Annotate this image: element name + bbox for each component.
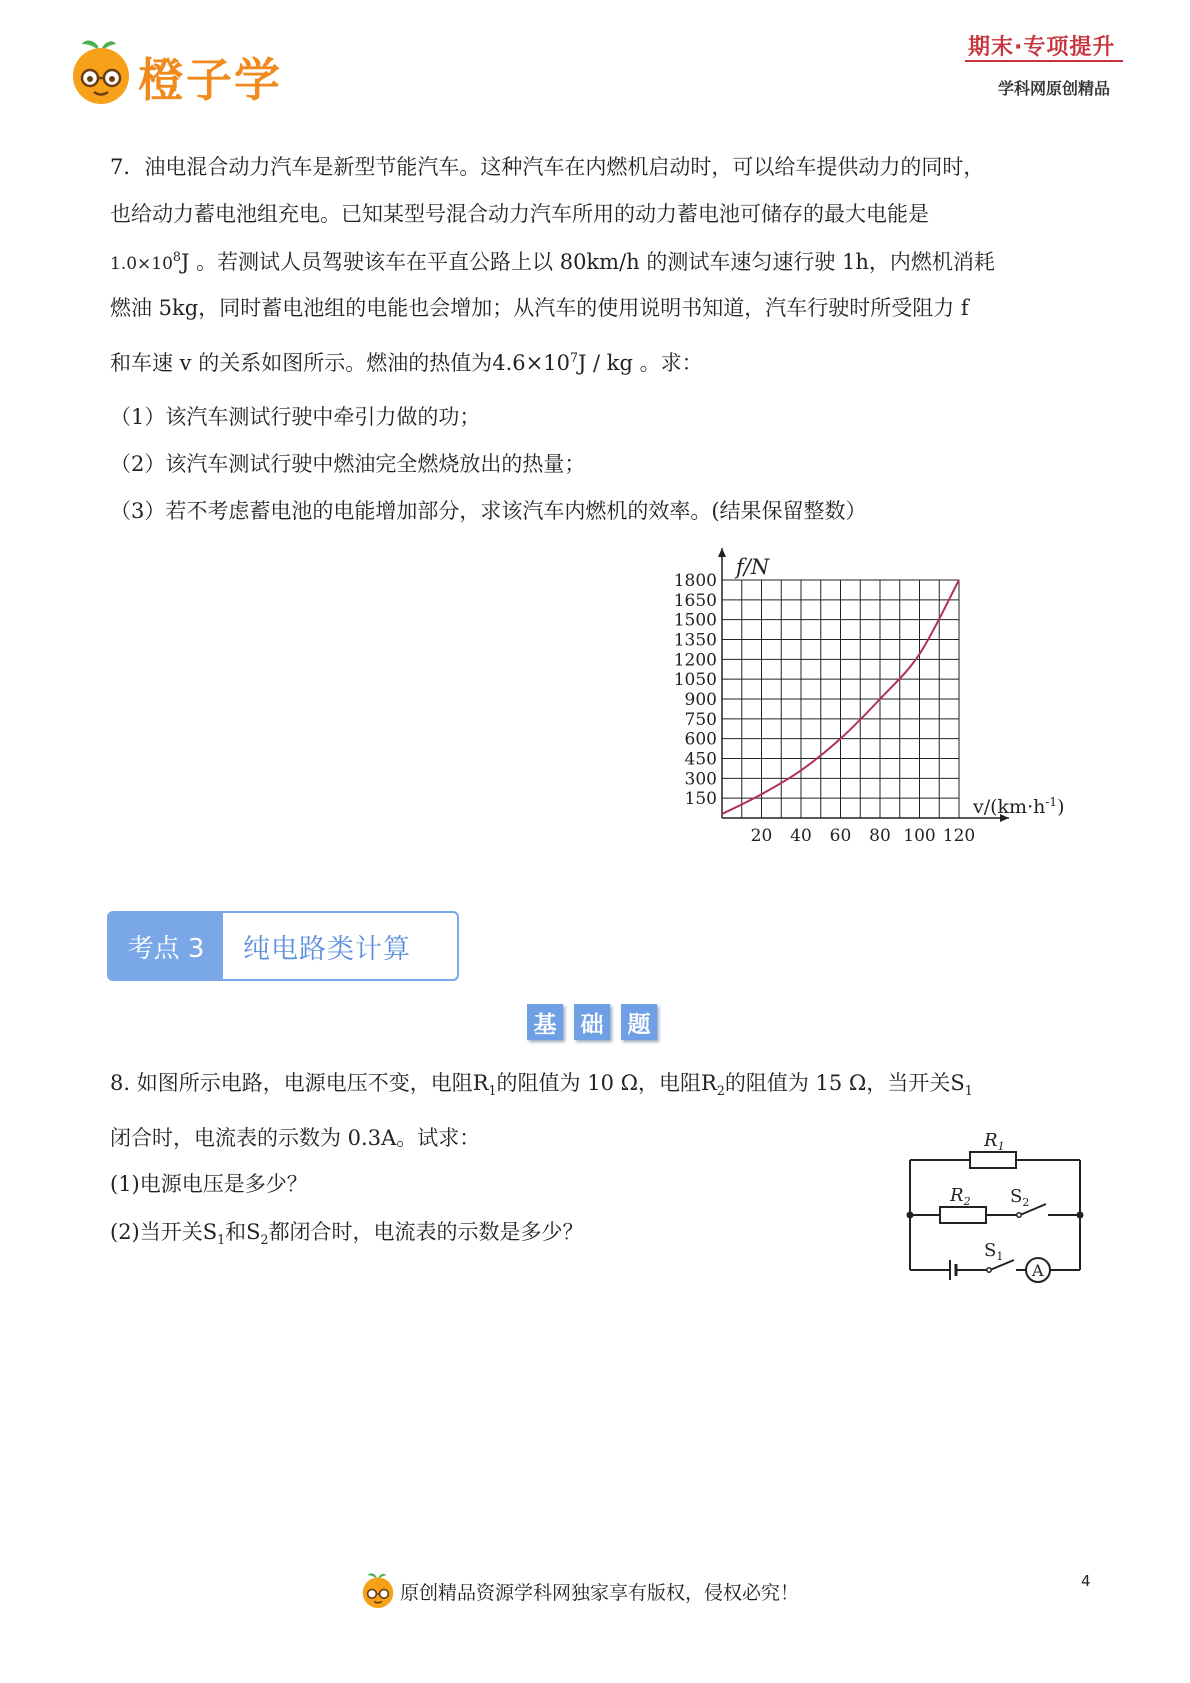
section-header [107,911,459,981]
page-number: 4 [1081,1572,1091,1590]
y-axis-arrow-icon [718,548,726,557]
x-axis-label: $v/(km\cdot h^{-1})$ [973,795,1065,818]
label-s2: $S_2$ [1010,1186,1030,1209]
footer-copyright: 原创精品资源学科网独家享有版权，侵权必究！ [400,1582,800,1604]
q8-line-1-c: 的阻值为 15 Ω，当开关S [724,1071,965,1095]
header-series-title: 期末·专项提升 [968,35,1116,60]
x-tick-label: 80 [869,826,891,846]
q7-subquestion-3: （3）若不考虑蓄电池的电能增加部分，求该汽车内燃机的效率。(结果保留整数） [110,499,867,523]
q7-line-1: 7．油电混合动力汽车是新型节能汽车。这种汽车在内燃机启动时，可以给车提供动力的同时， [110,155,985,179]
orange-mascot-icon [68,36,134,106]
q8-sub2-a: (2)当开关S [110,1220,218,1244]
brand-name: 橙子学 [138,53,282,107]
resistance-speed-chart [660,540,1100,850]
orange-mascot-icon [360,1570,396,1610]
q8-sub2-s1: 1 [217,1232,226,1248]
y-tick-label: 1650 [673,590,717,611]
y-tick-label: 1800 [673,571,717,591]
brand-logo [68,36,134,106]
y-tick-label: 1350 [673,630,717,651]
resistor-r2 [940,1207,986,1223]
q7-line-5-start: 和车速 v 的关系如图所示。燃油的热值为4.6×10 [110,351,570,375]
circuit-diagram [900,1120,1090,1290]
q7-subquestion-1: （1）该汽车测试行驶中牵引力做的功； [110,405,481,429]
q8-line-1-a: 8. 如图所示电路，电源电压不变，电阻R [110,1071,489,1095]
y-tick-label: 750 [684,709,717,730]
y-tick-label: 600 [684,729,717,750]
label-s1: $S_1$ [984,1240,1004,1263]
q7-energy-exponent: 8 [172,249,181,264]
q8-r2-sub: 2 [716,1083,725,1099]
label-r1: $R_1$ [984,1130,1005,1153]
level-badge-2: 础 [574,1004,610,1040]
q7-subquestion-2: （2）该汽车测试行驶中燃油完全燃烧放出的热量； [110,452,586,476]
y-tick-label: 900 [684,690,717,710]
q7-heat-exponent: 7 [569,350,578,365]
label-r2: $R_2$ [950,1185,971,1208]
q7-energy-value: 1.0×10 [110,254,173,274]
y-tick-label: 1500 [673,610,717,631]
q8-r1-sub: 1 [488,1083,497,1099]
q8-s1-sub: 1 [964,1083,973,1099]
x-tick-label: 120 [942,826,976,846]
q8-line-1 [110,1073,973,1098]
q8-sub2-b: 和S [225,1220,261,1244]
level-badge-1: 基 [527,1004,563,1040]
q8-line-1-b: 的阻值为 10 Ω，电阻R [496,1071,717,1095]
y-axis-label: f/N [736,555,770,579]
q7-line-3 [110,251,995,273]
x-tick-label: 60 [829,826,852,846]
header-divider [965,60,1123,62]
section-label: 考点 3 [109,913,223,979]
header-subtitle: 学科网原创精品 [998,79,1111,98]
section-title: 纯电路类计算 [243,933,411,965]
y-tick-label: 1200 [673,650,717,671]
level-badge-3: 题 [621,1004,657,1040]
x-tick-label: 20 [750,826,773,846]
x-tick-label: 40 [790,826,812,846]
y-tick-label: 150 [684,789,717,810]
q8-subquestion-1: (1)电源电压是多少？ [110,1172,308,1196]
q8-subquestion-2 [110,1222,584,1247]
q7-line-2: 也给动力蓄电池组充电。已知某型号混合动力汽车所用的动力蓄电池可储存的最大电能是 [110,202,929,226]
x-tick-label: 100 [903,826,936,846]
label-ammeter: A [1032,1261,1044,1280]
q7-line-5 [110,352,703,374]
q7-line-3-rest: J 。若测试人员驾驶该车在平直公路上以 80km/h 的测试车速匀速行驶 1h，内燃机消耗 [180,250,995,274]
resistor-r1 [970,1152,1016,1168]
q8-sub2-c: 都闭合时，电流表的示数是多少？ [268,1220,584,1244]
q7-line-5-end: J / kg 。求： [577,351,703,375]
q7-line-4: 燃油 5kg，同时蓄电池组的电能也会增加；从汽车的使用说明书知道，汽车行驶时所受阻力 f [110,296,969,320]
q8-line-2: 闭合时，电流表的示数为 0.3A。试求： [110,1126,481,1150]
y-tick-label: 1050 [673,670,717,691]
q8-sub2-s2: 2 [260,1232,269,1248]
y-tick-label: 450 [684,749,717,770]
y-tick-label: 300 [684,769,717,790]
